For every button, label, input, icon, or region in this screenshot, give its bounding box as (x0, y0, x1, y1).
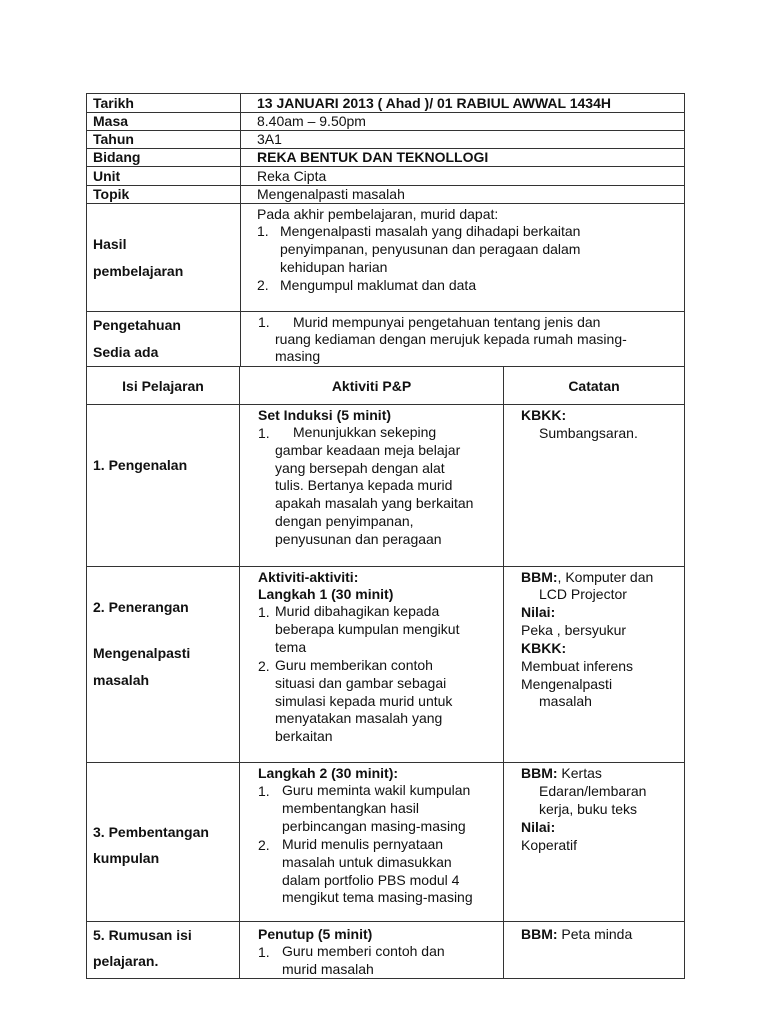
isi-rumusan: 5. Rumusan isi (93, 927, 192, 943)
aktiviti-title: Langkah 2 (30 minit): (258, 765, 399, 781)
aktiviti-line: mengikut tema masing-masing (282, 889, 473, 906)
aktiviti-line: gambar keadaan meja belajar (275, 441, 461, 458)
catatan-kbkk-value: Mengenalpasti (521, 676, 613, 692)
column-divider-2 (503, 366, 504, 979)
catatan-nilai-value: Peka , bersyukur (521, 622, 627, 638)
catatan-bbm-value: Kertas (557, 765, 602, 781)
catatan-bbm-value: , Komputer dan (557, 569, 654, 585)
pengetahuan-label: Pengetahuan (93, 317, 181, 333)
isi-rumusan-2: pelajaran. (93, 953, 159, 969)
header-isi-pelajaran: Isi Pelajaran (122, 378, 204, 394)
topik-value: Mengenalpasti masalah (257, 186, 405, 202)
catatan-nilai-value: Koperatif (521, 837, 578, 853)
aktiviti-line: Murid menulis pernyataan (282, 836, 444, 852)
pengetahuan-line: Murid mempunyai pengetahuan tentang jenis dan (293, 314, 601, 330)
tarikh-value: 13 JANUARI 2013 ( Ahad )/ 01 RABIUL AWWAL 1434H (257, 95, 611, 111)
aktiviti-line: tema (275, 638, 307, 655)
hasil-item2-line: Mengumpul maklumat dan data (280, 277, 477, 293)
aktiviti-line: menyatakan masalah yang (275, 710, 443, 727)
isi-penerangan: 2. Penerangan (93, 599, 189, 615)
aktiviti-line-first: Menunjukkan sekeping (293, 424, 437, 440)
catatan-kbkk-label: KBKK: (521, 407, 567, 423)
catatan-bbm (521, 764, 602, 782)
row-line (86, 112, 685, 113)
row-line (86, 404, 685, 405)
aktiviti-line: beberapa kumpulan mengikut (275, 620, 460, 637)
catatan-kbkk-label: KBKK: (521, 640, 567, 656)
catatan-bbm-value-2: LCD Projector (539, 586, 627, 602)
aktiviti-text (275, 424, 473, 549)
aktiviti-text (282, 782, 470, 835)
aktiviti-line: perbincangan masing-masing (282, 817, 466, 834)
catatan-bbm (521, 568, 653, 586)
aktiviti-line: dengan penyimpanan, (275, 512, 414, 529)
hasil-item1-line: penyimpanan, penyusunan dan peragaan dalam (280, 241, 581, 257)
aktiviti-text (275, 603, 459, 656)
aktiviti-line: berkaitan (275, 728, 333, 745)
aktiviti-text (282, 836, 473, 907)
hasil-item2-num: 2. (257, 277, 269, 293)
masa-label: Masa (93, 113, 129, 129)
topik-label: Topik (93, 186, 130, 202)
pengetahuan-num: 1. (258, 314, 270, 330)
isi-pembentangan-2: kumpulan (93, 850, 160, 866)
hasil-intro: Pada akhir pembelajaran, murid dapat: (257, 206, 499, 222)
aktiviti-line: dalam portfolio PBS modul 4 (282, 871, 460, 888)
aktiviti-line: situasi dan gambar sebagai (275, 674, 447, 691)
catatan-kbkk-value: Membuat inferens (521, 658, 634, 674)
catatan-bbm (521, 925, 632, 943)
masa-value: 8.40am – 9.50pm (257, 113, 366, 129)
hasil-item1-line: kehidupan harian (280, 259, 388, 275)
bidang-value: REKA BENTUK DAN TEKNOLLOGI (257, 149, 489, 165)
aktiviti-title: Set Induksi (5 minit) (258, 407, 392, 423)
aktiviti-num: 1. (258, 783, 270, 799)
pengetahuan-line: ruang kediaman dengan merujuk kepada rumah masing- (275, 331, 627, 347)
aktiviti-num: 1. (258, 944, 270, 960)
row-line (86, 311, 685, 312)
catatan-nilai-label: Nilai: (521, 604, 556, 620)
isi-pembentangan: 3. Pembentangan (93, 824, 209, 840)
row-line (86, 130, 685, 131)
catatan-bbm-label: BBM: (521, 926, 558, 942)
aktiviti-line: yang bersepah dengan alat (275, 459, 445, 476)
aktiviti-line: apakah masalah yang berkaitan (275, 495, 474, 512)
isi-penerangan-2: Mengenalpasti (93, 645, 191, 661)
column-divider-1 (239, 366, 240, 979)
aktiviti-line: murid masalah (282, 960, 374, 977)
header-catatan: Catatan (568, 378, 620, 394)
aktiviti-line: tulis. Bertanya kepada murid (275, 477, 453, 494)
catatan-kbkk-value: Sumbangsaran. (539, 425, 638, 441)
aktiviti-num: 2. (258, 837, 270, 853)
hasil-label-2: pembelajaran (93, 263, 184, 279)
unit-label: Unit (93, 168, 121, 184)
table-border-left (86, 93, 87, 979)
isi-penerangan-3: masalah (93, 672, 150, 688)
aktiviti-line: simulasi kepada murid untuk (275, 692, 453, 709)
header-aktiviti: Aktiviti P&P (331, 378, 412, 394)
row-line (86, 366, 685, 367)
aktiviti-text (275, 657, 452, 746)
aktiviti-subtitle: Langkah 1 (30 minit) (258, 586, 394, 602)
row-line (86, 762, 685, 763)
row-line (86, 566, 685, 567)
hasil-item1-line: Mengenalpasti masalah yang dihadapi berkaitan (280, 223, 581, 239)
aktiviti-line: Murid dibahagikan kepada (275, 603, 440, 619)
aktiviti-num: 1. (258, 604, 270, 620)
table-border-right (684, 93, 685, 979)
aktiviti-line: masalah untuk dimasukkan (282, 853, 452, 870)
aktiviti-line: membentangkan hasil (282, 799, 419, 816)
column-divider-upper (240, 93, 241, 366)
catatan-nilai-label: Nilai: (521, 819, 556, 835)
unit-value: Reka Cipta (257, 168, 327, 184)
tahun-value: 3A1 (257, 131, 282, 147)
tarikh-label: Tarikh (93, 95, 134, 111)
bidang-label: Bidang (93, 149, 141, 165)
aktiviti-text (282, 943, 445, 979)
isi-pengenalan: 1. Pengenalan (93, 457, 188, 473)
catatan-bbm-value: Peta minda (557, 926, 633, 942)
aktiviti-title: Aktiviti-aktiviti: (258, 569, 359, 585)
aktiviti-title: Penutup (5 minit) (258, 926, 373, 942)
row-line (86, 203, 685, 204)
hasil-item1-num: 1. (257, 223, 269, 239)
catatan-bbm-label: BBM: (521, 765, 558, 781)
catatan-kbkk-value: masalah (539, 693, 592, 709)
aktiviti-line: Guru memberikan contoh (275, 657, 433, 673)
row-line (86, 921, 685, 922)
catatan-bbm-label: BBM: (521, 569, 558, 585)
pengetahuan-label-2: Sedia ada (93, 344, 159, 360)
aktiviti-line: penyusunan dan peragaan (275, 530, 442, 547)
aktiviti-line: Guru meminta wakil kumpulan (282, 782, 471, 798)
tahun-label: Tahun (93, 131, 134, 147)
catatan-bbm-value-2: Edaran/lembaran (539, 783, 647, 799)
pengetahuan-line: masing (275, 348, 321, 364)
hasil-label: Hasil (93, 236, 127, 252)
aktiviti-line: Guru memberi contoh dan (282, 943, 445, 959)
aktiviti-num: 1. (258, 425, 270, 441)
aktiviti-num: 2. (258, 658, 270, 674)
catatan-bbm-value-3: kerja, buku teks (539, 801, 638, 817)
row-line (86, 166, 685, 167)
